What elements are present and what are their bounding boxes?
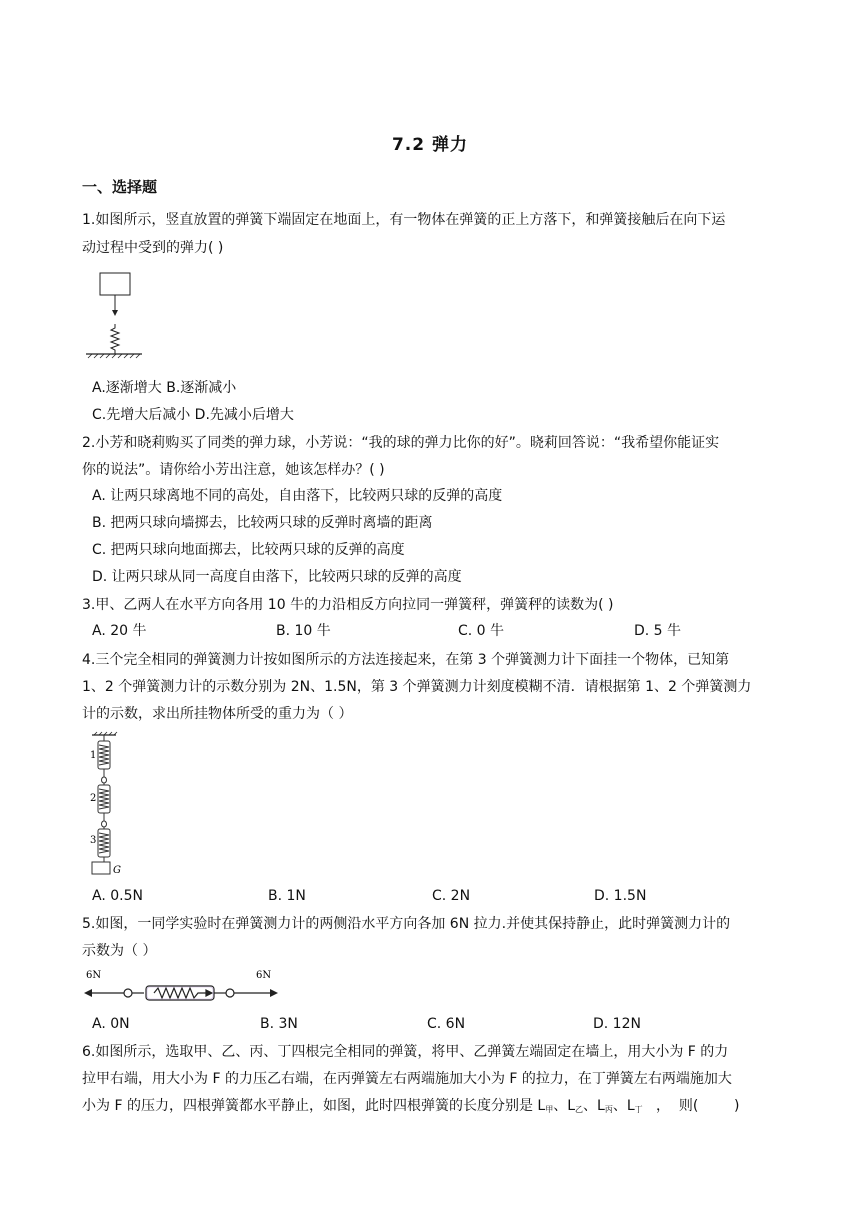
q4-options [92,885,782,907]
q5-options [92,1013,782,1035]
q6-sub-jia: 甲 [545,1105,554,1114]
q6-sub-bing: 丙 [604,1105,613,1114]
q3-option-b: B. 10 牛 [276,623,331,639]
q5-option-c: C. 6N [427,1016,466,1032]
q2-option-a: A. 让两只球离地不同的高处，自由落下，比较两只球的反弹的高度 [92,488,503,504]
q4-line3: 计的示数，求出所挂物体所受的重力为（ ） [82,706,353,722]
q6-sep-3: 、L [612,1098,635,1114]
q5-option-b: B. 3N [260,1016,298,1032]
q6-line3-end: ， 则( ) [642,1098,740,1114]
q6-line1: 6.如图所示，选取甲、乙、丙、丁四根完全相同的弹簧，将甲、乙弹簧左端固定在墙上，用大小为 F 的力 [82,1044,729,1060]
q3-line1: 3.甲、乙两人在水平方向各用 10 牛的力沿相反方向拉同一弹簧秤，弹簧秤的读数为( ) [82,597,614,613]
q5-option-d: D. 12N [593,1016,641,1032]
q6-sub-ding: 丁 [634,1105,643,1114]
q5-label-left-force: 6N [86,970,102,981]
q4-option-d: D. 1.5N [594,888,647,904]
q3-option-c: C. 0 牛 [458,623,505,639]
q2-option-d: D. 让两只球从同一高度自由落下，比较两只球的反弹的高度 [92,569,462,585]
section-heading: 一、选择题 [82,178,158,196]
q3-options [92,620,782,642]
q6-line3 [82,1093,782,1123]
q5-label-right-force: 6N [256,970,272,981]
q6-sep-2: 、L [583,1098,605,1114]
q2-line1: 2.小芳和晓莉购买了同类的弹力球，小芳说：“我的球的弹力比你的好”。晓莉回答说：“我希望你能证实 [82,435,720,451]
q4-label-g: G [113,865,121,876]
q5-option-a: A. 0N [92,1016,130,1032]
q1-line1: 1.如图所示，竖直放置的弹簧下端固定在地面上，有一物体在弹簧的正上方落下，和弹簧接触后在向下运 [82,212,726,228]
q4-label-3: 3 [90,835,97,846]
q4-figure-spring-chain [86,733,126,878]
q4-label-2: 2 [90,793,97,804]
q6-sub-yi: 乙 [575,1105,584,1114]
q4-option-a: A. 0.5N [92,888,143,904]
q1-options-cd: C.先增大后减小 D.先减小后增大 [92,407,294,423]
q6-sep-1: 、L [553,1098,576,1114]
page-title: 7.2 弹力 [391,135,469,155]
q5-figure-dynamometer [84,966,280,1008]
q6-line3-text: 小为 F 的压力，四根弹簧都水平静止，如图，此时四根弹簧的长度分别是 L [82,1098,546,1114]
q1-figure-spring-drop [84,272,144,364]
q2-line2: 你的说法”。请你给小芳出注意，她该怎样办？( ) [82,462,385,478]
q5-line2: 示数为（ ） [82,943,157,959]
q1-line2: 动过程中受到的弹力( ) [82,240,224,256]
q4-option-b: B. 1N [268,888,306,904]
q4-label-1: 1 [90,750,97,761]
q5-line1: 5.如图，一同学实验时在弹簧测力计的两侧沿水平方向各加 6N 拉力.并使其保持静止，此时弹簧测力计的 [82,916,731,932]
q3-option-d: D. 5 牛 [634,623,682,639]
q2-option-c: C. 把两只球向地面掷去，比较两只球的反弹的高度 [92,542,405,558]
q4-option-c: C. 2N [432,888,471,904]
q4-line2: 1、2 个弹簧测力计的示数分别为 2N、1.5N，第 3 个弹簧测力计刻度模糊不清．请根据第 1、2 个弹簧测力 [82,679,752,695]
q3-option-a: A. 20 牛 [92,623,147,639]
q6-line2: 拉甲右端，用大小为 F 的力压乙右端，在丙弹簧左右两端施加大小为 F 的拉力，在丁弹簧左右两端施加大 [82,1071,732,1087]
q2-option-b: B. 把两只球向墙掷去，比较两只球的反弹时离墙的距离 [92,515,433,531]
q4-line1: 4.三个完全相同的弹簧测力计按如图所示的方法连接起来，在第 3 个弹簧测力计下面挂一个物体，已知第 [82,652,730,668]
q1-options-ab: A.逐渐增大 B.逐渐减小 [92,380,237,396]
